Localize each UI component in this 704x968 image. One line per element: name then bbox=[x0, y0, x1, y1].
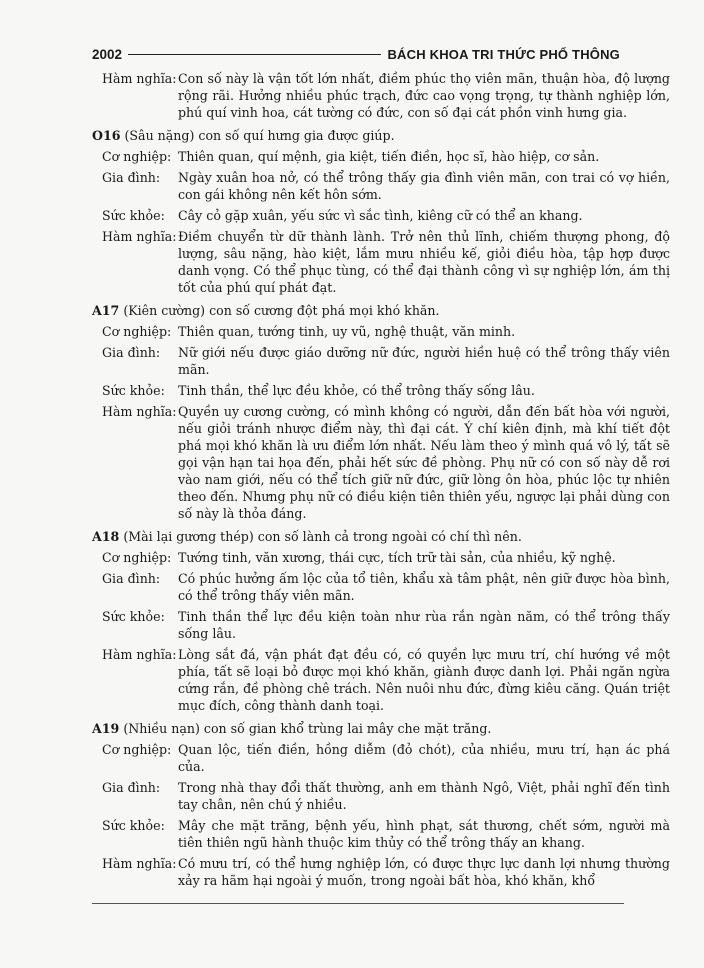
entry-row bbox=[92, 608, 670, 642]
entry-o16 bbox=[92, 127, 670, 296]
row-text: Quyền uy cương cường, có mình không có người, dẫn đến bất hòa với người, nếu giỏi tránh nhược điểm này, thì đại cát. Ý chí kiên định, mà khí tiết đột phá mọi khó khăn là ưu điểm lớn nhất. Nếu làm theo ý mình quá vô lý, tất sẽ gọi vận hạn tai họa đến, phải hết sức đề phòng. Phụ nữ có con số này dễ rơi vào nam giới, nếu có thể tích giữ nữ đức, giữ lòng ôn hòa, phúc lộc tự nhiên theo đến. Nhưng phụ nữ có điều kiện tiên thiên yếu, ngược lại phải dùng con số này là thỏa đáng. bbox=[178, 404, 670, 521]
row-label: Hàm nghĩa: bbox=[102, 71, 177, 86]
page-number: 2002 bbox=[92, 46, 123, 62]
row-label: Gia đình: bbox=[102, 345, 161, 360]
entry-heading: (Sâu nặng) con số quí hưng gia được giúp. bbox=[124, 128, 395, 143]
row-label: Sức khỏe: bbox=[102, 609, 165, 624]
entry-a18 bbox=[92, 528, 670, 714]
entry-heading: (Nhiều nạn) con số gian khổ trùng lai mây che mặt trăng. bbox=[123, 721, 492, 736]
entry-code: A19 bbox=[92, 721, 120, 736]
entry-row bbox=[92, 323, 670, 340]
bottom-rule bbox=[92, 903, 624, 904]
row-text: Ngày xuân hoa nở, có thể trông thấy gia đình viên mãn, con trai có vợ hiền, con gái không nên kết hôn sớm. bbox=[178, 170, 670, 202]
entry-row bbox=[92, 403, 670, 522]
entry-title bbox=[92, 720, 670, 737]
row-label: Cơ nghiệp: bbox=[102, 149, 172, 164]
entry-row bbox=[92, 549, 670, 566]
row-label: Sức khỏe: bbox=[102, 208, 165, 223]
row-label: Gia đình: bbox=[102, 780, 161, 795]
entry-row bbox=[92, 207, 670, 224]
row-text: Cây cỏ gặp xuân, yếu sức vì sắc tình, kiêng cữ có thể an khang. bbox=[178, 208, 583, 223]
row-text: Con số này là vận tốt lớn nhất, điềm phúc thọ viên mãn, thuận hòa, độ lượng rộng rãi. Hưởng nhiều phúc trạch, đức cao vọng trọng, tự thành nghiệp lớn, phú quí vinh hoa, cát tường có đức, con số đại cát phồn vinh hưng gia. bbox=[178, 71, 670, 120]
entry-code: A18 bbox=[92, 529, 120, 544]
row-text: Có mưu trí, có thể hưng nghiệp lớn, có được thực lực danh lợi nhưng thường xảy ra hãm hại ngoài ý muốn, trong ngoài bất hòa, khó khăn, khổ bbox=[178, 856, 670, 888]
entry-title bbox=[92, 528, 670, 545]
entry-row bbox=[92, 646, 670, 714]
entry-heading: (Kiên cường) con số cương đột phá mọi khó khăn. bbox=[123, 303, 440, 318]
entry-row bbox=[92, 855, 670, 889]
row-text: Trong nhà thay đổi thất thường, anh em thành Ngô, Việt, phải nghĩ đến tình tay chân, nên chú ý nhiều. bbox=[178, 780, 670, 812]
row-text: Lòng sắt đá, vận phát đạt đều có, có quyền lực mưu trí, chí hướng về một phía, tất sẽ loại bỏ được mọi khó khăn, giành được danh lợi. Phải ngăn ngừa cứng rắn, đề phòng chê trách. Nên nuôi nhu đức, đừng kiêu căng. Quán triệt mục đích, công thành danh toại. bbox=[178, 647, 670, 713]
row-text: Thiên quan, quí mệnh, gia kiệt, tiến điền, học sĩ, hào hiệp, cơ sản. bbox=[178, 149, 600, 164]
row-label: Hàm nghĩa: bbox=[102, 229, 177, 244]
row-label: Cơ nghiệp: bbox=[102, 550, 172, 565]
entry-code: O16 bbox=[92, 128, 121, 143]
row-label: Sức khỏe: bbox=[102, 383, 165, 398]
entry-row bbox=[92, 741, 670, 775]
entry-heading: (Mài lại gương thép) con số lành cả trong ngoài có chí thì nên. bbox=[123, 529, 522, 544]
intro-row bbox=[92, 70, 670, 121]
entry-a19 bbox=[92, 720, 670, 889]
entry-row bbox=[92, 228, 670, 296]
row-text: Thiên quan, tướng tinh, uy vũ, nghệ thuật, văn minh. bbox=[178, 324, 516, 339]
entry-row bbox=[92, 570, 670, 604]
entry-title bbox=[92, 127, 670, 144]
row-text: Điềm chuyển từ dữ thành lành. Trở nên thủ lĩnh, chiếm thượng phong, độ lượng, sâu nặng, hào kiệt, lắm mưu nhiều kế, giỏi điều hòa, tập hợp được danh vọng. Có thể phục tùng, có thể đại thành công vì sự nghiệp lớn, ám thị tốt của phú quí phát đạt. bbox=[178, 229, 670, 295]
row-label: Gia đình: bbox=[102, 170, 161, 185]
entry-row bbox=[92, 148, 670, 165]
row-label: Cơ nghiệp: bbox=[102, 742, 172, 757]
page-content bbox=[92, 70, 670, 893]
entry-row bbox=[92, 817, 670, 851]
row-label: Hàm nghĩa: bbox=[102, 647, 177, 662]
entry-title bbox=[92, 302, 670, 319]
row-label: Gia đình: bbox=[102, 571, 161, 586]
row-label: Hàm nghĩa: bbox=[102, 404, 177, 419]
entry-a17 bbox=[92, 302, 670, 522]
entry-row bbox=[92, 382, 670, 399]
row-label: Hàm nghĩa: bbox=[102, 856, 177, 871]
entry-row bbox=[92, 344, 670, 378]
row-text: Tướng tinh, văn xương, thái cực, tích trữ tài sản, của nhiều, kỹ nghệ. bbox=[178, 550, 616, 565]
row-text: Quan lộc, tiến điền, hồng diễm (đỏ chót), của nhiều, mưu trí, hạn ác phá của. bbox=[178, 742, 670, 774]
row-text: Có phúc hưởng ấm lộc của tổ tiên, khẩu xà tâm phật, nên giữ được hòa bình, có thể trông thấy viên mãn. bbox=[178, 571, 670, 603]
row-label: Sức khỏe: bbox=[102, 818, 165, 833]
entry-code: A17 bbox=[92, 303, 120, 318]
row-text: Nữ giới nếu được giáo dưỡng nữ đức, người hiền huệ có thể trông thấy viên mãn. bbox=[178, 345, 670, 377]
row-text: Tinh thần thể lực đều kiện toàn như rùa rắn ngàn năm, có thể trông thấy sống lâu. bbox=[178, 609, 670, 641]
book-title: BÁCH KHOA TRI THỨC PHỔ THÔNG bbox=[387, 46, 620, 62]
row-text: Tinh thần, thể lực đều khỏe, có thể trông thấy sống lâu. bbox=[178, 383, 535, 398]
header-rule bbox=[128, 54, 381, 55]
entry-row bbox=[92, 779, 670, 813]
row-label: Cơ nghiệp: bbox=[102, 324, 172, 339]
page-header bbox=[92, 44, 620, 64]
row-text: Mây che mặt trăng, bệnh yếu, hình phạt, sát thương, chết sớm, người mà tiên thiên ngũ hành thuộc kim thủy có thể trông thấy an khang. bbox=[178, 818, 670, 850]
entry-row bbox=[92, 169, 670, 203]
